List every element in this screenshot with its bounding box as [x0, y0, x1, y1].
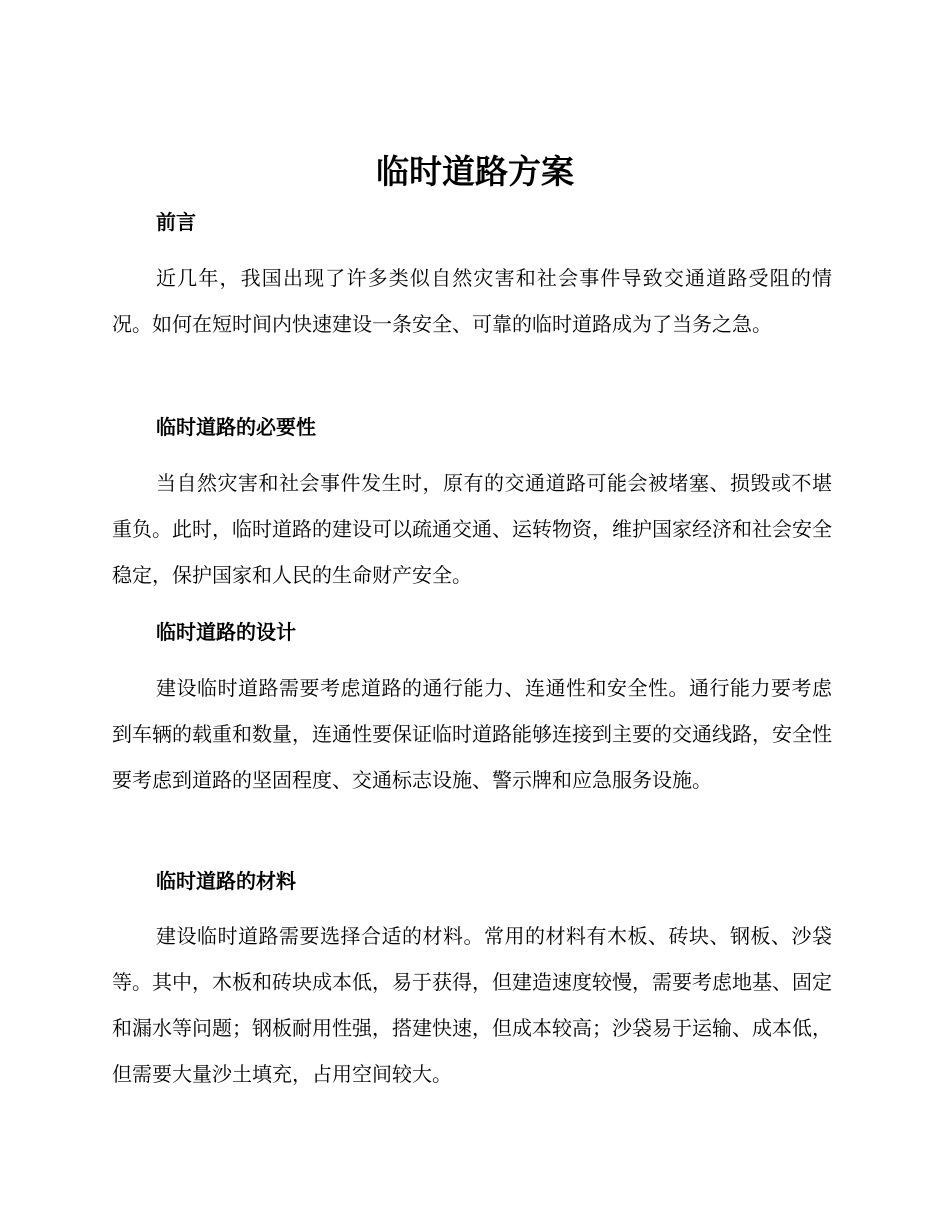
section-body-materials: 建设临时道路需要选择合适的材料。常用的材料有木板、砖块、钢板、沙袋等。其中，木板和砖块成本低，易于获得，但建造速度较慢，需要考虑地基、固定和漏水等问题；钢板耐用性强，搭建快速，但成本较高；沙袋易于运输、成本低，但需要大量沙土填充，占用空间较大。 — [112, 924, 832, 1086]
section-heading-necessity: 临时道路的必要性 — [156, 415, 316, 439]
section-body-preface: 近几年，我国出现了许多类似自然灾害和社会事件导致交通道路受阻的情况。如何在短时间内快速建设一条安全、可靠的临时道路成为了当务之急。 — [112, 266, 832, 336]
section-heading-preface: 前言 — [156, 210, 196, 234]
section-body-design: 建设临时道路需要考虑道路的通行能力、连通性和安全性。通行能力要考虑到车辆的载重和数量，连通性要保证临时道路能够连接到主要的交通线路，安全性要考虑到道路的坚固程度、交通标志设施、警示牌和应急服务设施。 — [112, 676, 832, 792]
section-heading-design: 临时道路的设计 — [156, 620, 296, 644]
document-title: 临时道路方案 — [376, 152, 574, 191]
section-body-necessity: 当自然灾害和社会事件发生时，原有的交通道路可能会被堵塞、损毁或不堪重负。此时，临时道路的建设可以疏通交通、运转物资，维护国家经济和社会安全稳定，保护国家和人民的生命财产安全。 — [112, 471, 832, 587]
section-heading-materials: 临时道路的材料 — [156, 869, 296, 893]
